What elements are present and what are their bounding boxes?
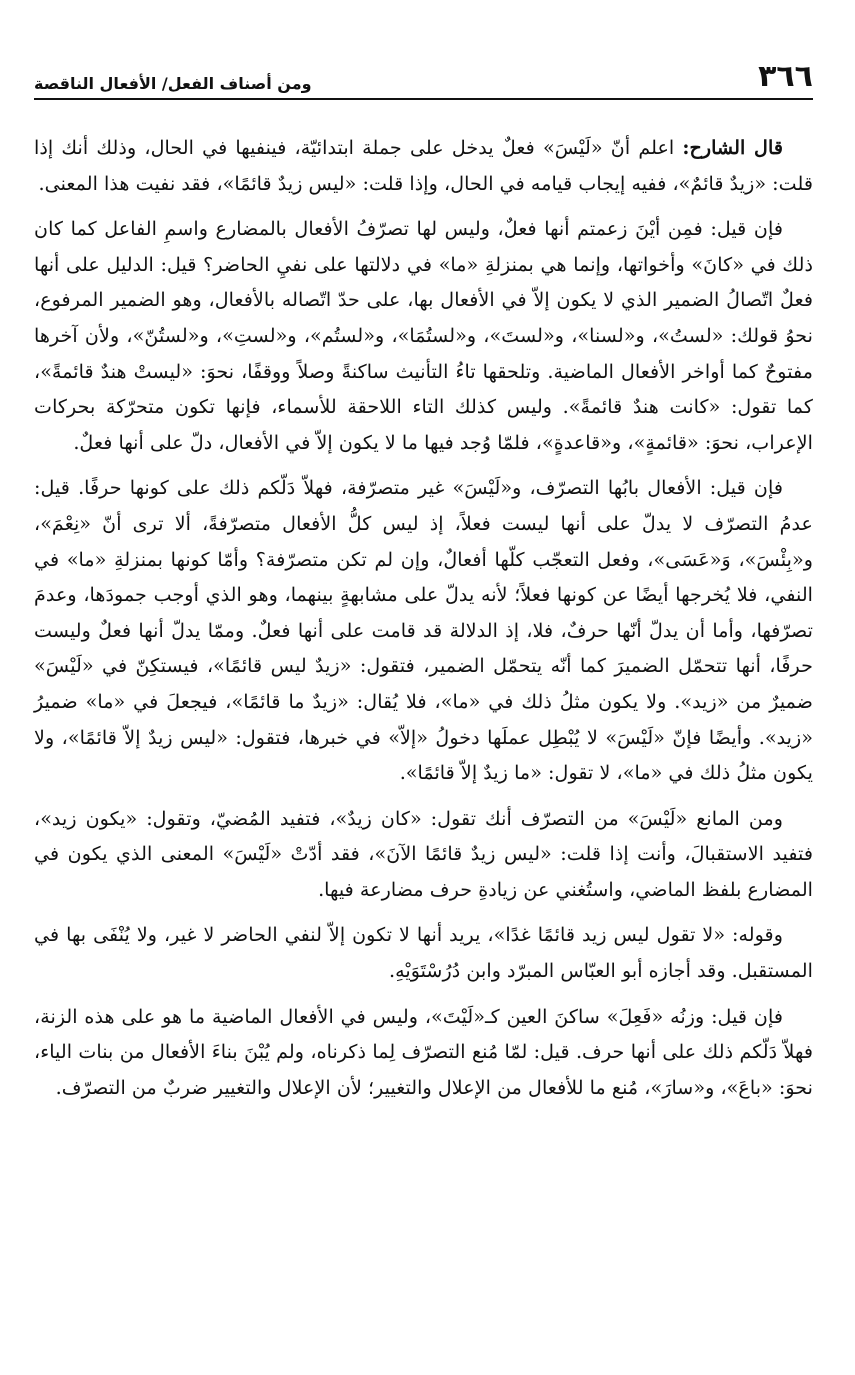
paragraph-4: ومن المانع «لَيْسَ» من التصرّف أنك تقول: «كان زيدٌ»، فتفيد المُضيّ، وتقول: «يكون زيد»، فتفيد الاستقبالَ، وأنت إذا قلت: «ليس زيدٌ قائمًا الآنَ»، فقد أدّتْ «لَيْسَ» المعنى الذي يكون في المضارع بلفظ الماضي، واستُغني عن زيادةِ حرف مضارعة فيها. — [34, 806, 813, 901]
main-text — [34, 130, 813, 1105]
paragraph-2: فإن قيل: فمِن أيْنَ زعمتم أنها فعلٌ، وليس لها تصرّفُ الأفعال بالمضارع واسمِ الفاعل كما كان ذلك في «كانَ» وأخواتها، وإنما هي بمنزلةِ «ما» في دلالتها على نفيِ الحاضر؟ قيل: الدليل على أنها فعلٌ اتّصالُ الضمير الذي لا يكون إلاّ في الأفعال بها، على حدّ اتّصاله بالأفعال، وهو الضمير المرفوع، نحوُ قولك: «لستُ»، و«لسنا»، و«لستَ»، و«لستُمَا»، و«لستُم»، و«لستِ»، و«لستُنّ»، ولأن آخرها مفتوحٌ كما أواخر الأفعال الماضية. وتلحقها تاءُ التأنيث ساكنةً وصلاً ووقفًا، نحوَ: «ليستْ هندٌ قائمةً»، كما تقول: «كانت هندٌ قائمةً». وليس كذلك التاء اللاحقة للأسماء، فإنها تكون متحرّكة بحركات الإعراب، نحوَ: «قائمةٍ»، و«قاعدةٍ»، فلمّا وُجد فيها ما لا يكون إلاّ في الأفعال، دلّ على أنها فعلٌ. — [34, 217, 813, 454]
paragraph-5: وقوله: «لا تقول ليس زيد قائمًا غدًا»، يريد أنها لا تكون إلاّ لنفي الحاضر لا غير، ولا يُنْفَى بها في المستقبل. وقد أجازه أبو العبّاس المبرّد وابن دُرُسْتَوَيْهِ. — [34, 923, 813, 983]
paragraph-6: فإن قيل: وزنُه «فَعِلَ» ساكنَ العين كـ«لَيْتَ»، وليس في الأفعال الماضية ما هو على هذه الزنة، فهلاّ دَلّكم ذلك على أنها حرف. قيل: لمّا مُنع التصرّف لِما ذكرناه، ولم يُبْنَ بناءَ الأفعال من بنات الياء، نحوَ: «باعَ»، و«سارَ»، مُنع ما للأفعال من الإعلال والتغيير؛ لأن الإعلال والتغيير ضربٌ من التصرّف. — [34, 1004, 813, 1099]
page-header — [34, 52, 813, 100]
paragraph-1 — [34, 130, 813, 201]
paragraph-3: فإن قيل: الأفعال بابُها التصرّف، و«لَيْسَ» غير متصرّفة، فهلاّ دَلّكم ذلك على كونها حرفًا. قيل: عدمُ التصرّف لا يدلّ على أنها ليست فعلاً، إذ ليس كلُّ الأفعال متصرّفةً، ألا ترى أنّ «نِعْمَ»، و«بِئْسَ»، وَ«عَسَى»، وفعل التعجّب كلّها أفعالٌ، وإن لم تكن متصرّفة؟ وأمّا كونها بمنزلةِ «ما» في النفي، فلا يُخرجها أيضًا عن كونها فعلاً؛ لأنه يدلّ على مشابهةٍ بينهما، وهو الذي أوجب جمودَها، وعدمَ تصرّفها، وأما أن يدلّ أنّها حرفٌ، فلا، إذ الدلالة قد قامت على أنها فعلٌ. وممّا يدلّ أنها فعلٌ وليست حرفًا، أنها تتحمّل الضميرَ كما أنّه يتحمّل الضمير، فتقول: «زيدٌ ليس قائمًا»، فيستكِنّ في «لَيْسَ» ضميرٌ من «زيد». ولا يكون مثلُ ذلك في «ما»، فلا يُقال: «زيدٌ ما قائمًا»، فيجعلَ في «ما» ضميرُ «زيد». وأيضًا فإنّ «لَيْسَ» لا يُبْطِل عملَها دخولُ «إلاّ» في خبرها، فتقول: «ليس زيدٌ إلاّ قائمًا»، ولا يكون مثلُ ذلك في «ما»، لا تقول: «ما زيدٌ إلاّ قائمًا». — [34, 476, 813, 785]
paragraph-1-text: اعلم أنّ «لَيْسَ» فعلٌ يدخل على جملة ابتدائيّة، فينفيها في الحال، وذلك أنك إذا قلت: «زيدٌ قائمٌ»، ففيه إيجاب قيامه في الحال، وإذا قلت: «ليس زيدٌ قائمًا»، فقد نفيت هذا المعنى. — [34, 136, 813, 195]
speaker-label: قال الشارح: — [682, 136, 784, 159]
running-title: ومن أصناف الفعل/ الأفعال الناقصة — [34, 74, 312, 93]
page-number: ٣٦٦ — [758, 59, 813, 94]
